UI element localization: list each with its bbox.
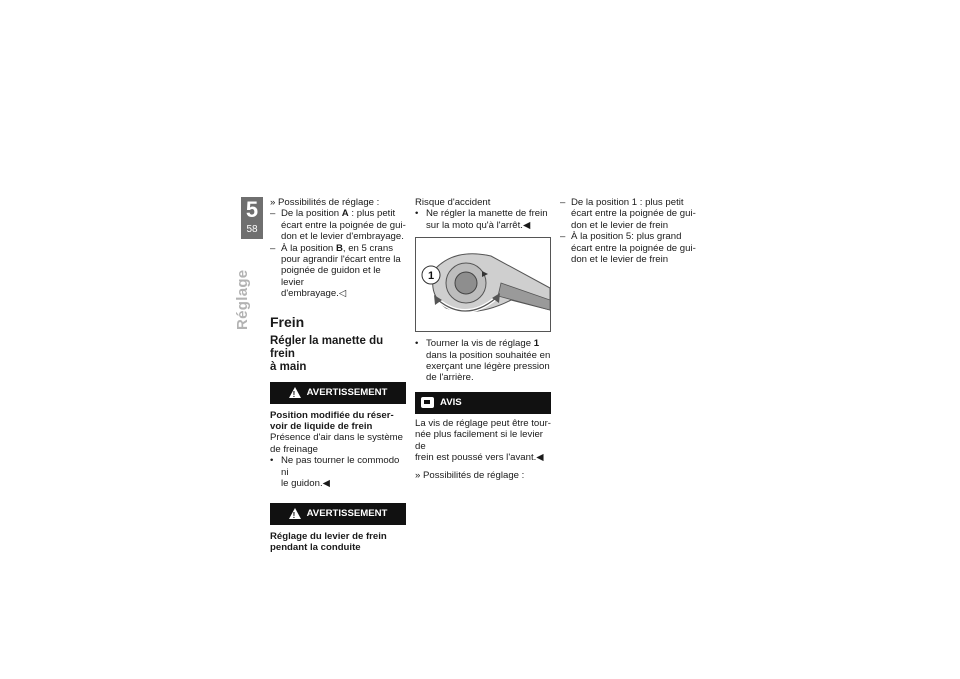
column-2 bbox=[415, 197, 551, 482]
list-item: • Ne pas tourner le commodo ni le guidon.◀ bbox=[270, 455, 400, 490]
list-item: • Tourner la vis de réglage 1 dans la position souhaitée en exerçant une légère pression de l'arrière. bbox=[415, 338, 551, 384]
subsection-heading: Régler la manette du frein à main bbox=[270, 334, 384, 373]
chapter-title: Réglage bbox=[234, 269, 251, 330]
page-number: 58 bbox=[246, 224, 258, 235]
list-item: – De la position 1 : plus petit écart entre la poignée de gui- don et le levier de frein bbox=[560, 197, 696, 231]
warning-banner: ! AVERTISSEMENT bbox=[270, 503, 406, 525]
possibilities-line: » Possibilités de réglage : bbox=[415, 470, 525, 482]
notice-text: La vis de réglage peut être tour- née plus facilement si le levier de frein est poussé vers l'avant.◀ bbox=[415, 417, 551, 464]
warning-title: Réglage du levier de frein pendant la conduite bbox=[270, 530, 387, 553]
warning-icon: ! bbox=[289, 387, 301, 398]
column-3 bbox=[560, 197, 696, 265]
section-heading: Frein bbox=[270, 313, 305, 330]
warning-banner: ! AVERTISSEMENT bbox=[270, 382, 406, 404]
notice-banner: AVIS bbox=[415, 392, 551, 414]
list-item: – À la position 5: plus grand écart entre la poignée de gui- don et le levier de frein bbox=[560, 231, 696, 266]
warning-text: Présence d'air dans le système de freinage bbox=[270, 432, 404, 455]
warning-title: Position modifiée du réser- voir de liquide de frein bbox=[270, 409, 394, 433]
column-1 bbox=[270, 197, 406, 553]
list-item: – À la position B, en 5 crans pour agrandir l'écart entre la poignée de guidon et le levier d'embrayage.◁ bbox=[270, 242, 401, 300]
notice-icon bbox=[421, 397, 434, 408]
list-item: • Ne régler la manette de frein sur la moto qu'à l'arrêt.◀ bbox=[415, 208, 548, 231]
figure-label: 1 bbox=[427, 270, 435, 283]
chapter-number: 5 bbox=[245, 197, 259, 222]
chapter-tab bbox=[241, 197, 263, 239]
intro-line: » Possibilités de réglage : bbox=[270, 197, 380, 208]
risk-text: Risque d'accident bbox=[415, 197, 491, 208]
warning-icon: ! bbox=[289, 508, 301, 519]
brake-lever-figure bbox=[415, 237, 551, 332]
list-item: – De la position A : plus petit écart entre la poignée de gui- don et le levier d'embrayage. bbox=[270, 208, 406, 243]
brake-lever-illustration bbox=[416, 238, 550, 331]
